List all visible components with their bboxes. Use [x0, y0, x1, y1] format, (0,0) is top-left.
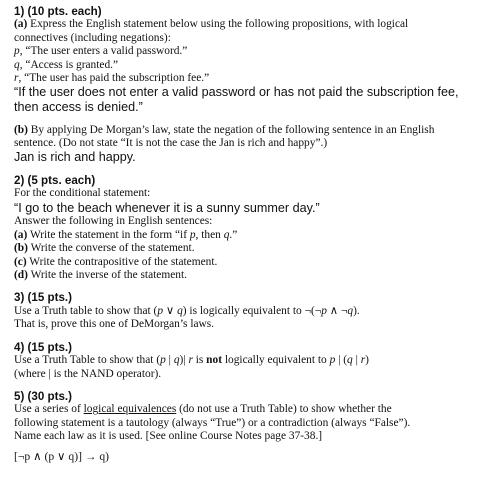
- q5-text: Use a series of logical equivalences (do not use a Truth Table) to show whether the: [14, 403, 392, 416]
- q1a-statement: “If the user does not enter a valid password or has not paid the subscription fee,: [14, 85, 459, 100]
- q2-intro: For the conditional statement:: [14, 187, 151, 200]
- assignment-document: [14, 5, 474, 463]
- proposition-q: q, “Access is granted.”: [14, 58, 119, 71]
- q1a-label: (a): [14, 18, 28, 31]
- proposition-r: r, “The user has paid the subscription fee.”: [14, 72, 210, 85]
- q2-header: 2) (5 pts. each): [14, 174, 96, 188]
- q3-text: Use a Truth table to show that (p ∨ q) is logically equivalent to ¬(¬p ∧ ¬q).: [14, 304, 360, 317]
- q2-answer-prompt: Answer the following in English sentences:: [14, 215, 213, 228]
- q2b-item: (b) Write the converse of the statement.: [14, 242, 195, 255]
- q3-text-cont: That is, prove this one of DeMorgan’s laws.: [14, 318, 215, 331]
- q5-text-cont2: Name each law as it is used. [See online Course Notes page 37-38.]: [14, 430, 323, 443]
- q1b-instruction: (b) By applying De Morgan’s law, state the negation of the following sentence in an English: [14, 123, 435, 136]
- q5-text-cont: following statement is a tautology (always “True”) or a contradiction (always “False”).: [14, 416, 411, 429]
- q4-text: Use a Truth Table to show that (p | q)| r is not logically equivalent to p | (q | r): [14, 354, 369, 367]
- q4-text-cont: (where | is the NAND operator).: [14, 367, 162, 380]
- q2d-item: (d) Write the inverse of the statement.: [14, 269, 187, 282]
- q5-formula: [¬p ∧ (p ∨ q)] → q): [14, 449, 109, 463]
- q5-header: 5) (30 pts.): [14, 389, 72, 403]
- q2c-item: (c) Write the contrapositive of the statement.: [14, 255, 218, 268]
- q4-header: 4) (15 pts.): [14, 340, 72, 354]
- q2-statement: “I go to the beach whenever it is a sunny summer day.”: [14, 200, 320, 215]
- q1b-label: (b): [14, 123, 28, 136]
- q1a-instruction-cont: connectives (including negations):: [14, 31, 171, 44]
- q1b-instruction-cont: sentence. (Do not state “It is not the case the Jan is rich and happy”.): [14, 137, 328, 150]
- q1a-instruction: (a) Express the English statement below using the following propositions, with logical: [14, 18, 409, 31]
- logical-equivalences-link[interactable]: logical equivalences: [83, 403, 177, 416]
- q3-header: 3) (15 pts.): [14, 291, 72, 305]
- q1-header: 1) (10 pts. each): [14, 5, 102, 18]
- q1a-statement-cont: then access is denied.”: [14, 100, 143, 115]
- q1b-sentence: Jan is rich and happy.: [14, 150, 136, 165]
- proposition-p: p, “The user enters a valid password.”: [14, 45, 188, 58]
- q2a-item: (a) Write the statement in the form “if p, then q.”: [14, 228, 238, 241]
